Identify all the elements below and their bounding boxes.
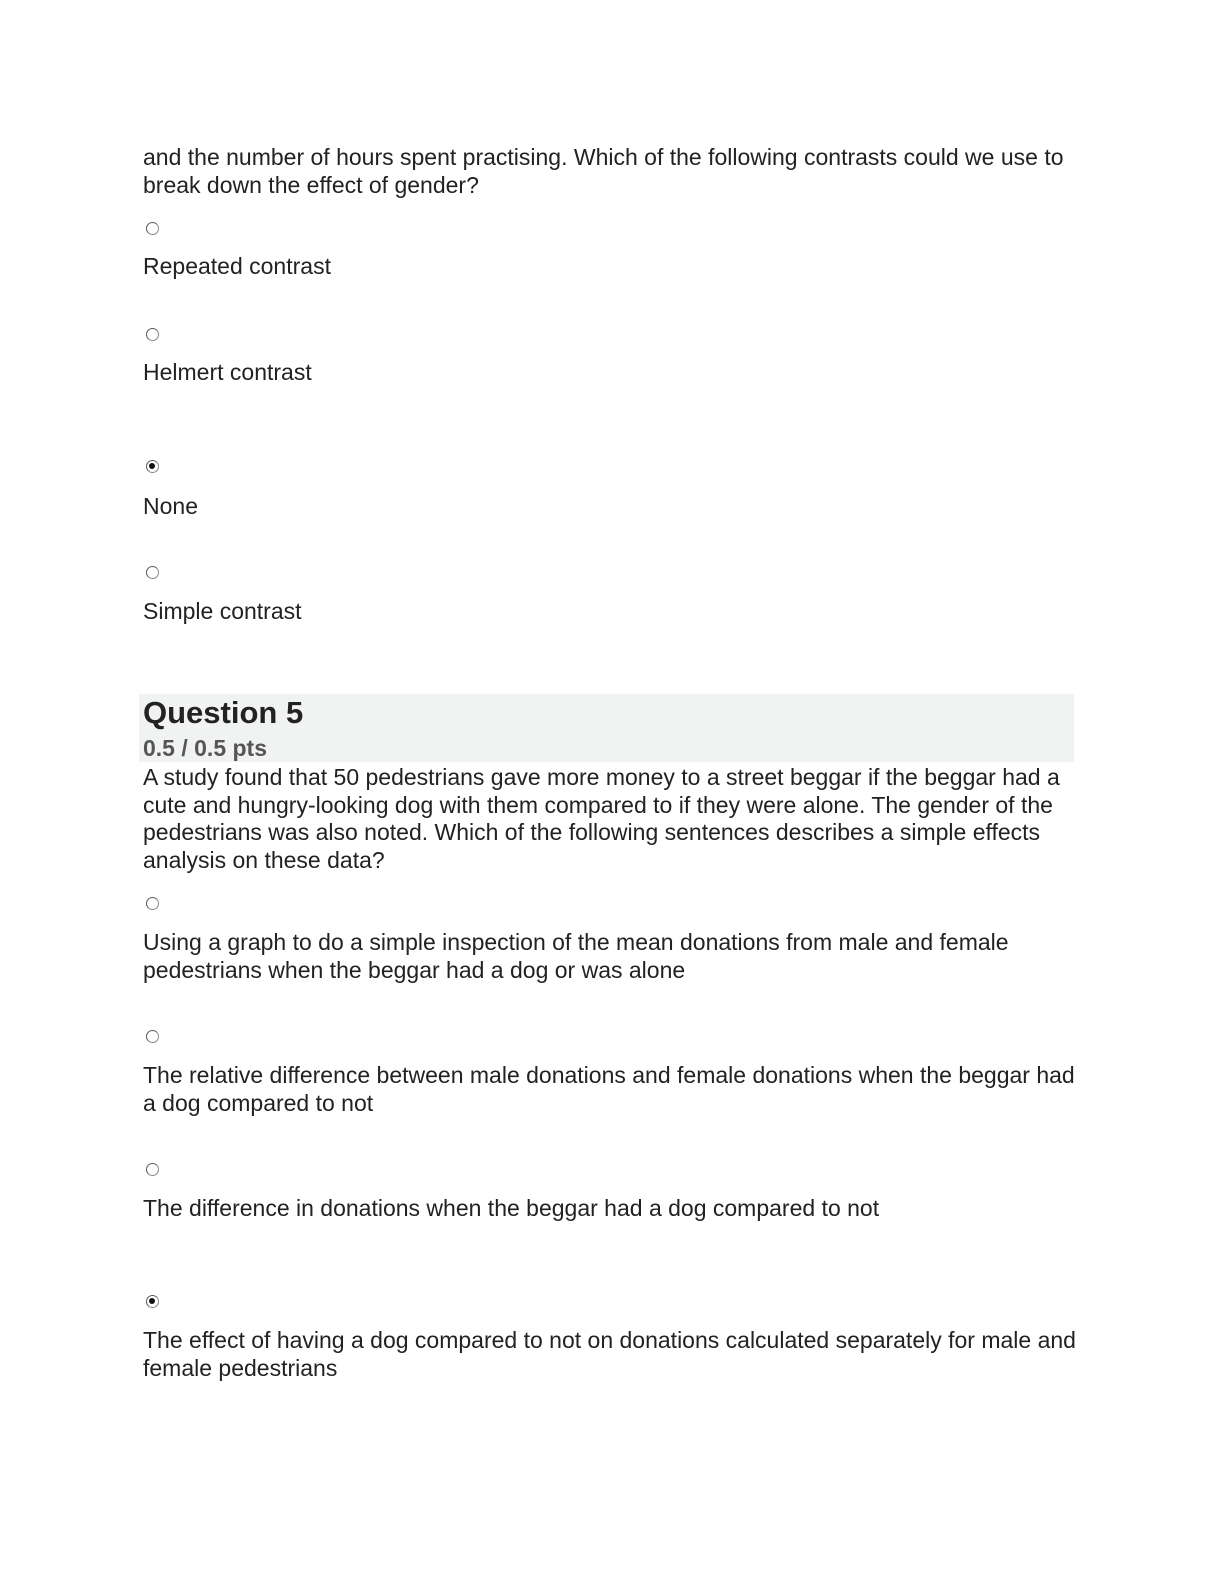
option-label-difference-in-donations: The difference in donations when the beggar had a dog compared to not [143, 1195, 880, 1221]
question-5-prompt: A study found that 50 pedestrians gave more money to a street beggar if the beggar had a cute and hungry-looking dog with them compared to if they were alone. The gender of the pedestrians was also noted. Which of the following sentences describes a simple effects analysis on these data? [143, 764, 1060, 873]
option-label-repeated-contrast: Repeated contrast [143, 253, 331, 279]
radio-relative-difference[interactable] [146, 1030, 159, 1043]
option-label-relative-difference: The relative difference between male donations and female donations when the beggar had a dog compared to not [143, 1062, 1075, 1116]
radio-repeated-contrast[interactable] [146, 222, 159, 235]
radio-none[interactable] [146, 460, 159, 473]
radio-helmert-contrast[interactable] [146, 328, 159, 341]
radio-simple-contrast[interactable] [146, 566, 159, 579]
option-label-helmert-contrast: Helmert contrast [143, 359, 312, 385]
previous-question-prompt: and the number of hours spent practising. Which of the following contrasts could we use to break down the effect of gender? [143, 144, 1064, 198]
radio-graph-inspection[interactable] [146, 897, 159, 910]
option-label-effect-separately: The effect of having a dog compared to not on donations calculated separately for male and female pedestrians [143, 1327, 1076, 1381]
option-label-none: None [143, 493, 198, 519]
question-5-title: Question 5 [143, 695, 304, 730]
option-label-simple-contrast: Simple contrast [143, 598, 302, 624]
question-5-points: 0.5 / 0.5 pts [143, 735, 268, 761]
option-label-graph-inspection: Using a graph to do a simple inspection of the mean donations from male and female pedestrians when the beggar had a dog or was alone [143, 929, 1009, 983]
radio-effect-separately[interactable] [146, 1295, 159, 1308]
radio-difference-in-donations[interactable] [146, 1163, 159, 1176]
